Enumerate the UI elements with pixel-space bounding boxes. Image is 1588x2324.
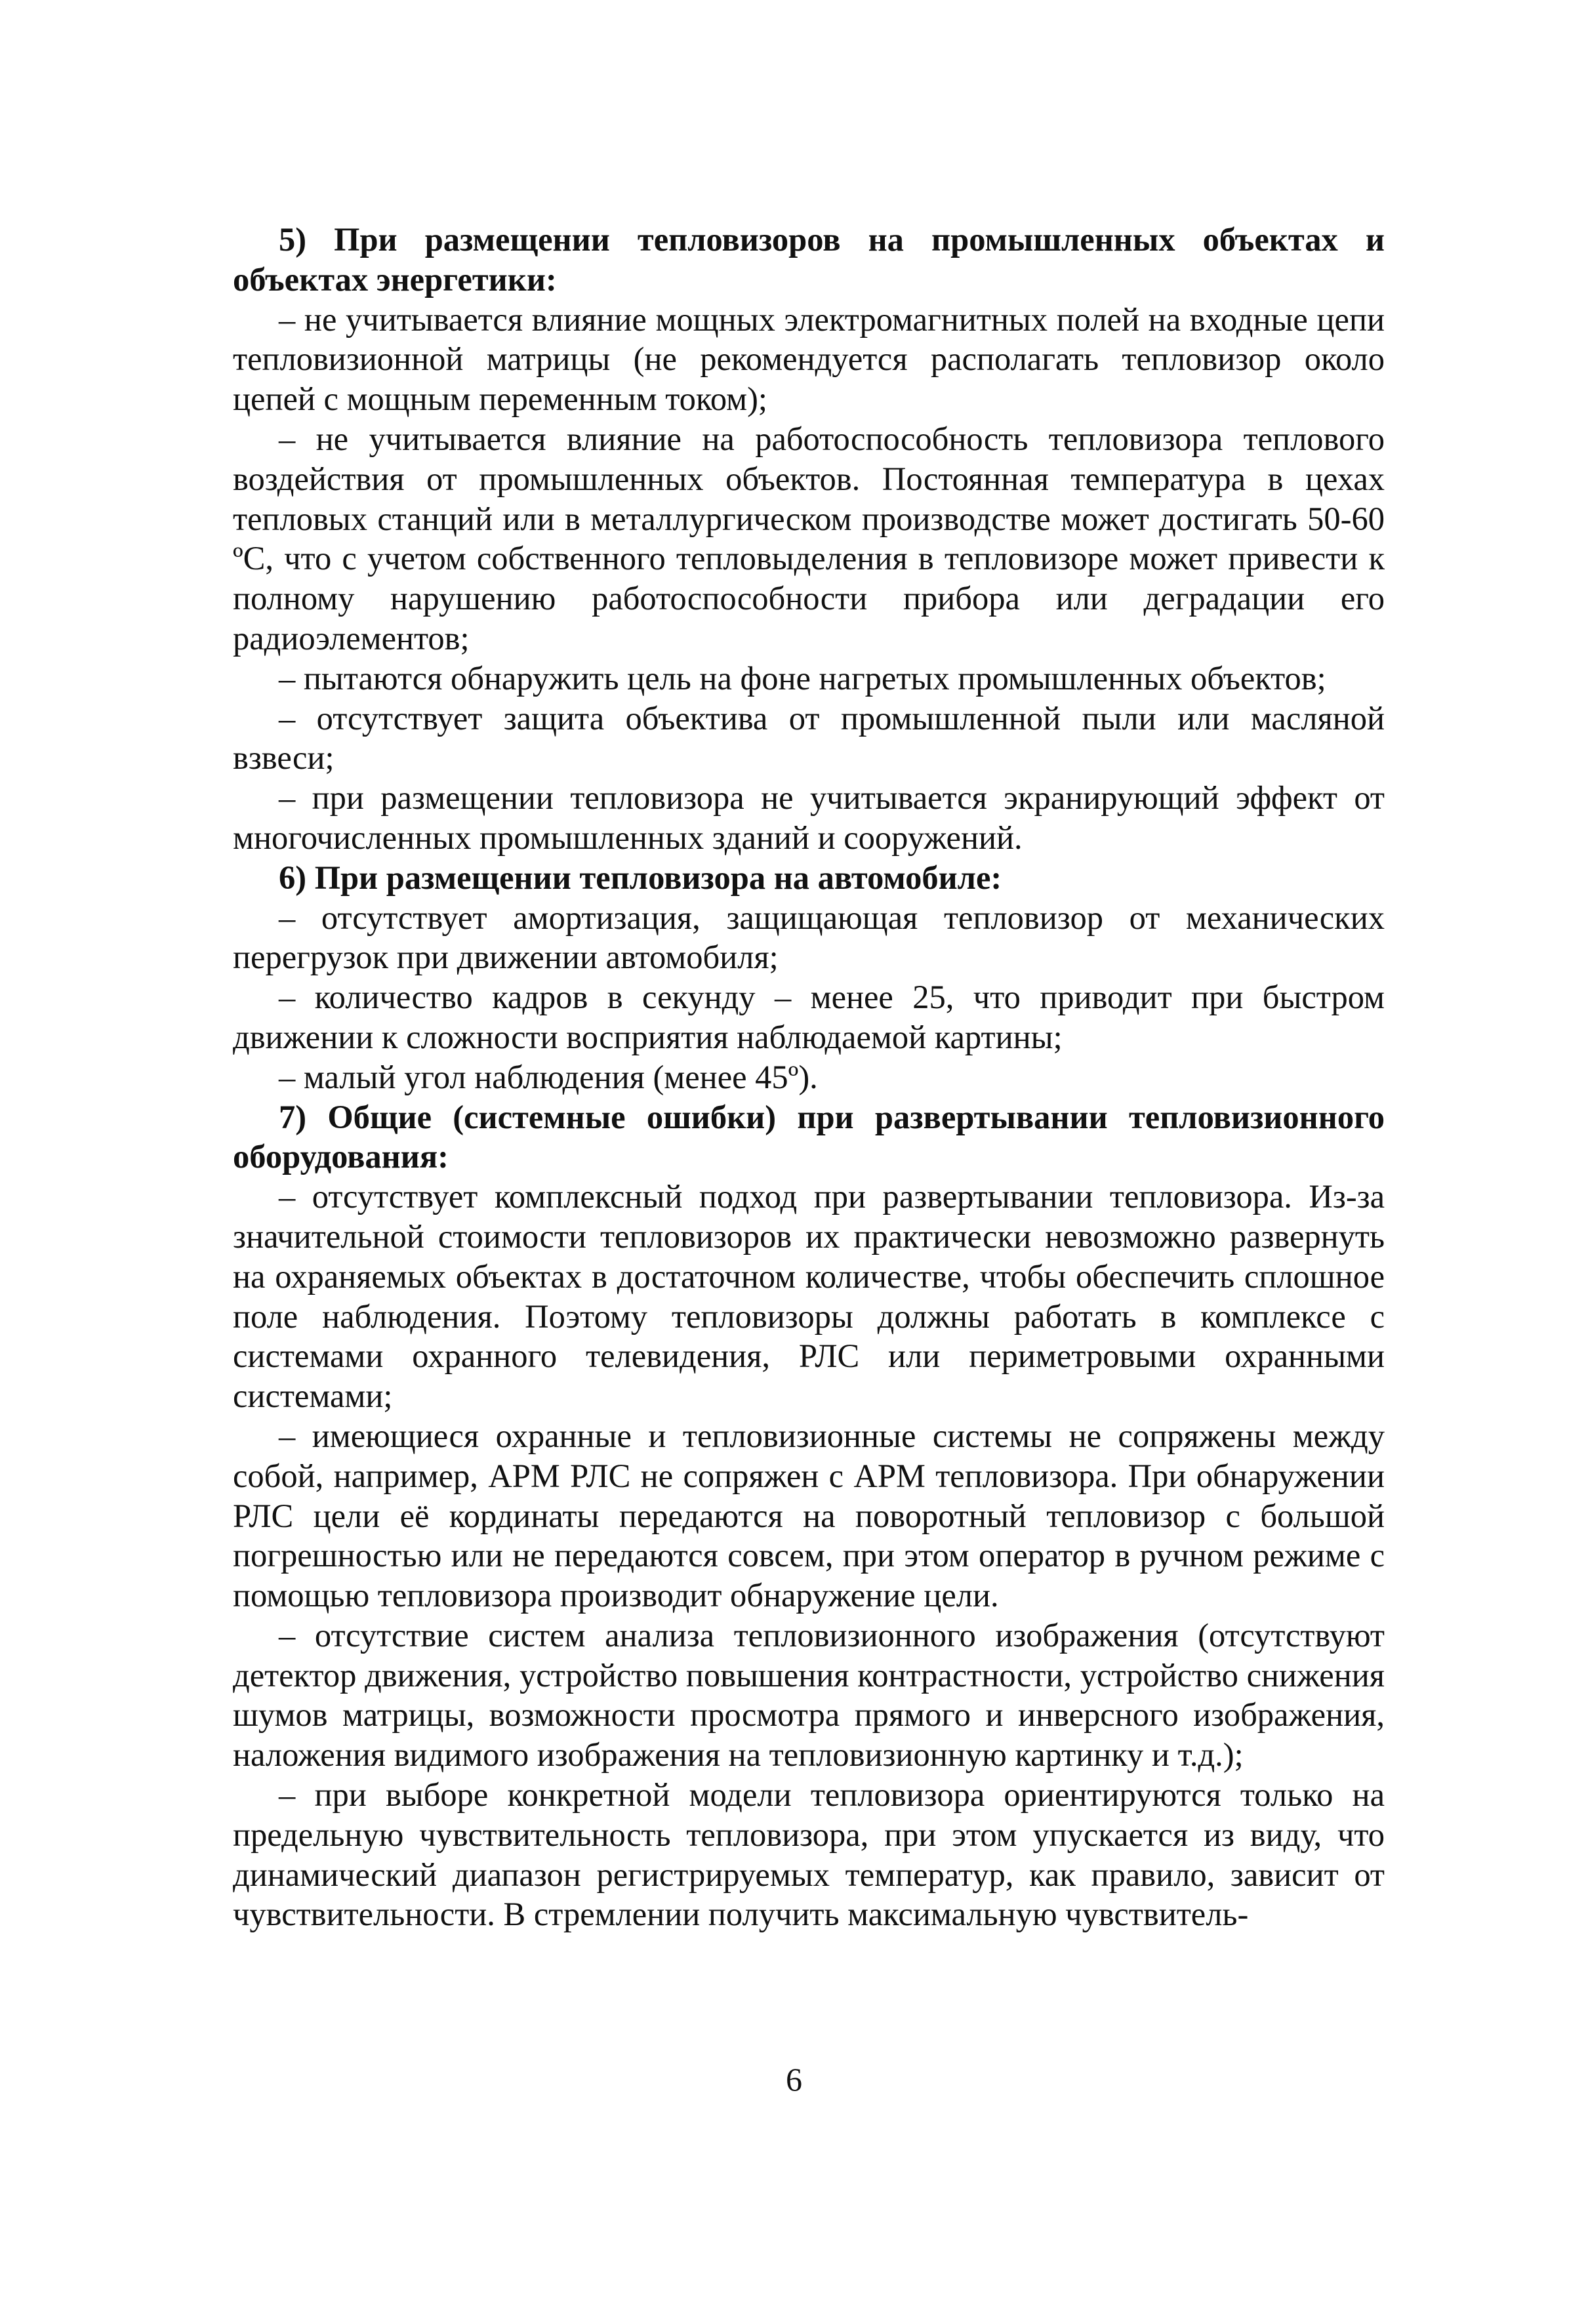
item-7-1: – отсутствует комплексный подход при развертывании тепловизора. Из-за значительной стоимости тепловизоров их практически невозможно развернуть на охраняемых объектах в достаточном количестве, чтобы обеспечить сплошное поле наблюдения. Поэтому тепловизоры должны работать в комплексе с системами охранного телевидения, РЛС или периметровыми охранными системами; [233,1178,1385,1415]
page-number: 6 [786,2061,802,2098]
item-7-3: – отсутствие систем анализа тепловизионного изображения (отсутствуют детектор движения, устройство повышения контрастности, устройство снижения шумов матрицы, возможности просмотра прямого и инверсного изображения, наложения видимого изображения на тепловизионную картинку и т.д.); [233,1616,1385,1774]
item-5-4: – отсутствует защита объектива от промышленной пыли или масляной взвеси; [233,699,1385,777]
page-body [233,220,1385,1934]
item-6-2: – количество кадров в секунду – менее 25, что приводит при быстром движении к сложности восприятия наблюдаемой картины; [233,979,1385,1055]
item-7-2: – имеющиеся охранные и тепловизионные системы не сопряжены между собой, например, АРМ РЛС не сопряжен с АРМ тепловизора. При обнаружении РЛС цели её кординаты передаются на поворотный тепловизор с большой погрешностью или не передаются совсем, при этом оператор в ручном режиме с помощью тепловизора производит обнаружение цели. [233,1417,1385,1614]
item-5-3: – пытаются обнаружить цель на фоне нагретых промышленных объектов; [279,659,1326,697]
item-5-2: – не учитывается влияние на работоспособность тепловизора теплового воздействия от промышленных объектов. Постоянная температура в цехах тепловых станций или в металлургическом производстве может достигать 50-60 ºС, что с учетом собственного тепловыделения в тепловизоре может привести к полному нарушению работоспособности прибора или деградации его радиоэлементов; [233,420,1385,657]
item-6-1: – отсутствует амортизация, защищающая тепловизор от механических перегрузок при движении автомобиля; [233,899,1385,976]
item-6-3: – малый угол наблюдения (менее 45º). [279,1058,818,1095]
item-7-4: – при выборе конкретной модели тепловизора ориентируются только на предельную чувствительность тепловизора, при этом упускается из виду, что динамический диапазон регистрируемых температур, как правило, зависит от чувствительности. В стремлении получить максимальную чувствитель- [233,1776,1385,1933]
heading-5-industrial: 5) При размещении тепловизоров на промышленных объектах и объектах энергетики: [233,221,1385,298]
heading-7-general: 7) Общие (системные ошибки) при развертывании тепловизионного оборудования: [233,1098,1385,1175]
item-5-1: – не учитывается влияние мощных электромагнитных полей на входные цепи тепловизионной матрицы (не рекомендуется располагать тепловизор около цепей с мощным переменным током); [233,300,1385,418]
item-5-5: – при размещении тепловизора не учитывается экранирующий эффект от многочисленных промышленных зданий и сооружений. [233,779,1385,856]
heading-6-vehicle: 6) При размещении тепловизора на автомобиле: [279,859,1002,896]
